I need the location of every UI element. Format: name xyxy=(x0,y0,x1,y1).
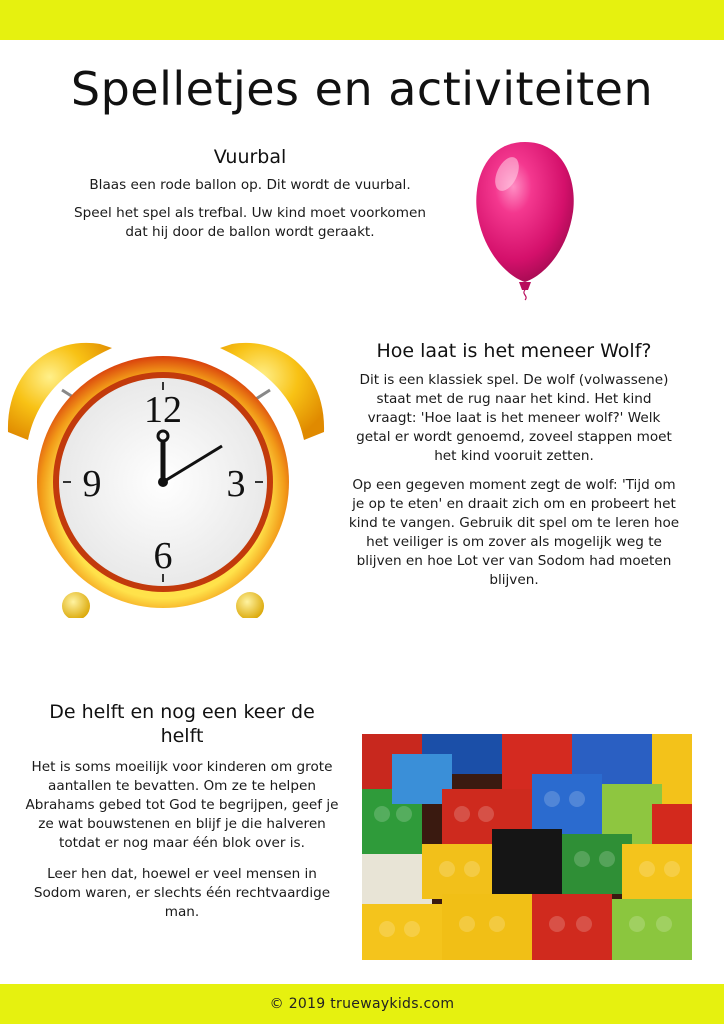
top-band xyxy=(0,0,724,40)
clock-numeral: 12 xyxy=(144,389,182,431)
paragraph: Blaas een rode ballon op. Dit wordt de vuurbal. xyxy=(89,177,411,193)
balloon-icon xyxy=(465,134,585,304)
paragraph: Het is soms moeilijk voor kinderen om grote aantallen te bevatten. Om ze te helpen Abrahams gebed tot God te begrijpen, geef je ze wat bouwstenen en blijf je die halveren totdat er nog maar één blok over is. xyxy=(25,759,339,851)
paragraph: Speel het spel als trefbal. Uw kind moet voorkomen dat hij door de ballon wordt geraakt. xyxy=(74,205,426,240)
footer-copyright: © 2019 truewaykids.com xyxy=(269,996,455,1012)
alarm-clock-icon xyxy=(0,322,332,618)
section-meneer-wolf xyxy=(338,340,690,600)
page-title: Spelletjes en activiteiten xyxy=(70,62,654,116)
paragraph: Dit is een klassiek spel. De wolf (volwassene) staat met de rug naar het kind. Het kind vraagt: 'Hoe laat is het meneer wolf?' Welk getal er wordt genoemd, zoveel stappen moet het kind vooruit zetten. xyxy=(356,372,672,464)
bottom-band xyxy=(0,984,724,1024)
section-title: Vuurbal xyxy=(213,146,287,168)
lego-bricks-icon xyxy=(362,734,692,960)
section-title: De helft en nog een keer de helft xyxy=(49,701,315,747)
section-de-helft xyxy=(22,700,342,934)
section-vuurbal xyxy=(30,146,470,251)
paragraph: Op een gegeven moment zegt de wolf: 'Tijd om je op te eten' en draait zich om en probeert het kind te vangen. Gebruik dit spel om te leren hoe het veiliger is om zover als mogelijk weg te blijven en hoe Lot ver van Sodom had moeten blijven. xyxy=(348,477,680,588)
clock-numeral: 6 xyxy=(153,535,173,577)
section-title: Hoe laat is het meneer Wolf? xyxy=(376,340,652,362)
paragraph: Leer hen dat, hoewel er veel mensen in Sodom waren, er slechts één rechtvaardige man. xyxy=(33,866,331,920)
clock-numeral: 9 xyxy=(82,463,102,505)
clock-numeral: 3 xyxy=(226,463,246,505)
